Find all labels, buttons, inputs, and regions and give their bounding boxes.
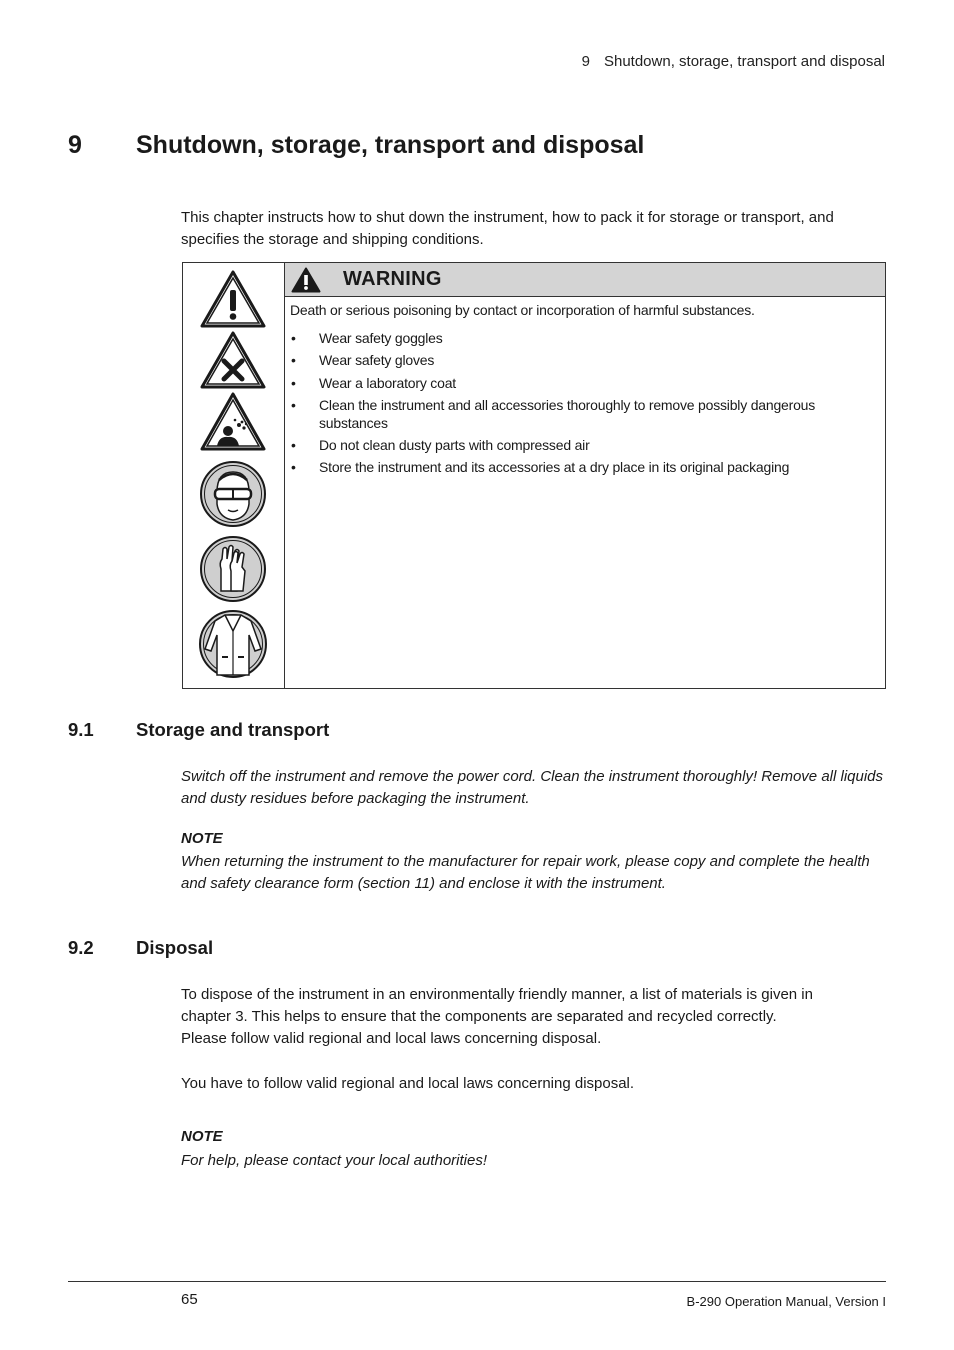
storage-paragraph: Switch off the instrument and remove the power cord. Clean the instrument thoroughly! Remove all liquids and dusty residues before packaging the instrument. (181, 768, 884, 807)
note-label: NOTE (181, 1128, 223, 1145)
footer-divider (68, 1281, 886, 1282)
safety-goggles-icon (199, 460, 267, 528)
running-header-title: Shutdown, storage, transport and disposal (603, 53, 885, 70)
harmful-substance-icon (199, 330, 267, 390)
chapter-title (68, 131, 644, 160)
toxic-gas-icon (199, 391, 267, 453)
lab-coat-icon (199, 609, 267, 679)
section-number: 9.2 (68, 937, 94, 958)
warning-list-item: • Store the instrument and its accessories at a dry place in its original packaging (291, 459, 790, 476)
section-heading-storage (68, 719, 329, 741)
chapter-title-text: Shutdown, storage, transport and disposal (136, 131, 645, 159)
bullet-icon: • (291, 352, 296, 369)
disposal-note-text: For help, please contact your local authorities! (181, 1152, 487, 1169)
note-label: NOTE (181, 830, 223, 847)
section-heading-disposal (68, 937, 213, 959)
section-title: Storage and transport (136, 719, 330, 740)
bullet-icon: • (291, 459, 296, 476)
warning-triangle-icon (291, 267, 321, 293)
warning-list-item: • Do not clean dusty parts with compressed air (291, 437, 590, 454)
bullet-icon: • (291, 396, 296, 413)
warning-label: WARNING (343, 268, 442, 290)
warning-icon-column (183, 263, 285, 688)
warning-lead: Death or serious poisoning by contact or incorporation of harmful substances. (290, 302, 755, 318)
safety-gloves-icon (199, 535, 267, 603)
warning-list-item: • Clean the instrument and all accessories thoroughly to remove possibly dangerous substances (291, 396, 816, 431)
bullet-icon: • (291, 374, 296, 391)
page-number: 65 (181, 1291, 198, 1308)
warning-list-item: • Wear safety goggles (291, 330, 443, 346)
warning-list (290, 329, 881, 476)
section-title: Disposal (136, 937, 214, 958)
general-warning-icon (199, 269, 267, 329)
disposal-laws-line: Please follow valid regional and local laws concerning disposal. (181, 1030, 602, 1047)
chapter-number: 9 (68, 131, 82, 159)
warning-list-item: • Wear safety gloves (291, 352, 435, 369)
warning-body (290, 301, 881, 481)
bullet-icon: • (291, 330, 296, 346)
storage-note-text: When returning the instrument to the manufacturer for repair work, please copy and complete the health and safety clearance form (section 11) and enclose it with the instrument. (181, 853, 870, 892)
warning-header (285, 263, 885, 297)
section-number: 9.1 (68, 719, 94, 740)
warning-list-item: • Wear a laboratory coat (291, 374, 456, 391)
running-header (582, 53, 885, 70)
intro-paragraph: This chapter instructs how to shut down the instrument, how to pack it for storage or transport, and specifies the storage and shipping conditions. (181, 209, 834, 248)
bullet-icon: • (291, 437, 296, 454)
disposal-follow-laws: You have to follow valid regional and local laws concerning disposal. (181, 1075, 635, 1092)
disposal-paragraph: To dispose of the instrument in an environmentally friendly manner, a list of materials is given in chapter 3. This helps to ensure that the components are separated and recycled correctly. (181, 986, 813, 1025)
running-header-chapter-number: 9 (581, 53, 590, 70)
manual-title: B-290 Operation Manual, Version I (686, 1294, 886, 1309)
warning-box (182, 262, 886, 689)
